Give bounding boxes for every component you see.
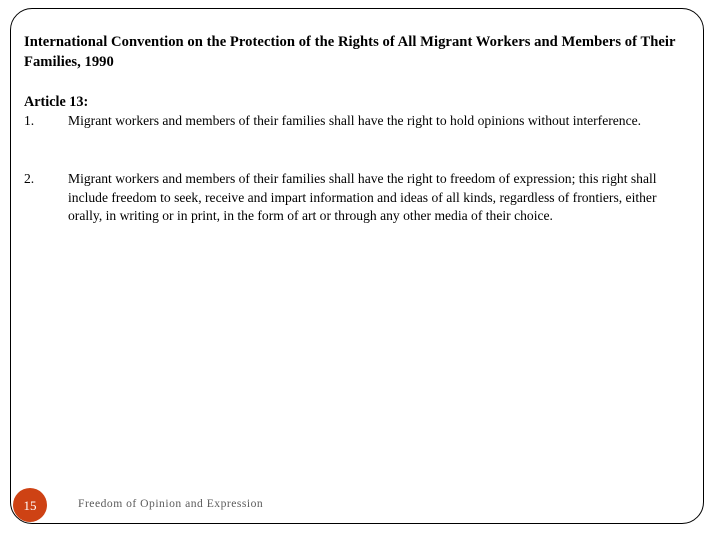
page-number-badge: 15 [13, 488, 47, 522]
list-item-text: Migrant workers and members of their families shall have the right to freedom of expression; this right shall include freedom to seek, receive and impart information and ideas of all kinds, regardless of frontiers, either orally, in writing or in print, in the form of art or through any other media of their choice. [68, 171, 657, 224]
list-item [24, 112, 690, 131]
list-item-text: Migrant workers and members of their families shall have the right to hold opinions without interference. [68, 113, 642, 128]
list-item-number: 2. [24, 171, 35, 186]
list-item-number: 1. [24, 113, 35, 128]
footer-subject-label: Freedom of Opinion and Expression [78, 497, 264, 510]
article-heading: Article 13: [24, 94, 89, 110]
page-title: International Convention on the Protection of the Rights of All Migrant Workers and Members of Their Families, 1990 [24, 34, 676, 70]
list-item [24, 170, 690, 226]
